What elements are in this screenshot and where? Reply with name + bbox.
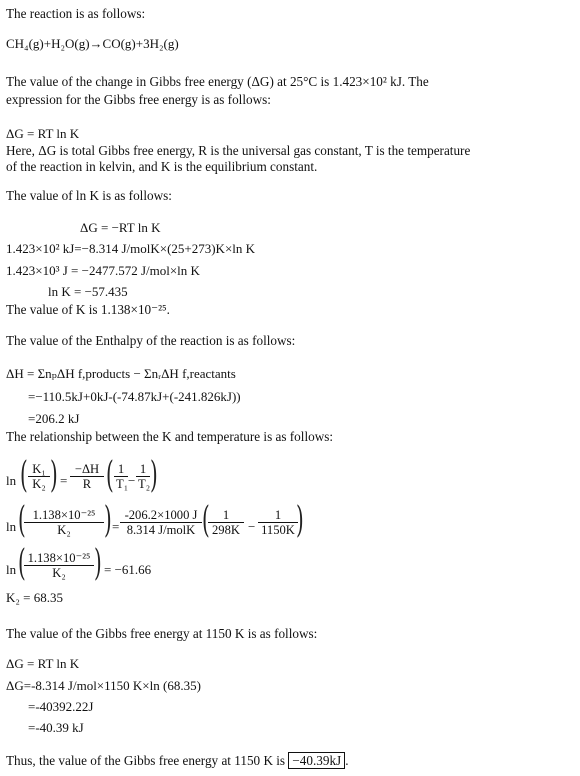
lnk-step2: 1.423×10² kJ=−8.314 J/molK×(25+273)K×ln K bbox=[6, 241, 256, 256]
lnk-step3: 1.423×10³ J = −2477.572 J/mol×ln K bbox=[6, 263, 200, 278]
gibbs-value-text-line1: The value of the change in Gibbs free energy (ΔG) at 25°C is 1.423×10² kJ. The bbox=[6, 74, 429, 89]
gibbs-equation: ΔG = RT ln K bbox=[6, 126, 80, 141]
final-answer-box: −40.39kJ bbox=[288, 752, 345, 769]
fraction-neg-dh-r: $\frac{-\Delta H}{R}$ bbox=[70, 462, 104, 491]
ln-label: ln bbox=[6, 562, 17, 577]
reaction-equation: CH₄(g)+H₂O(g)→CO(g)+3H₂(g) bbox=[6, 36, 179, 51]
here-text-line1: Here, ΔG is total Gibbs free energy, R is the universal gas constant, T is the temperature bbox=[6, 143, 471, 158]
enthalpy-step2: =−110.5kJ+0kJ-(-74.87kJ+(-241.826kJ)) bbox=[28, 389, 241, 404]
fraction-one-298k: $\frac{1}{298K}$ bbox=[208, 508, 244, 537]
gibbs-1150-step4: =-40.39 kJ bbox=[28, 720, 84, 735]
enthalpy-step3: =206.2 kJ bbox=[28, 411, 80, 426]
fraction-one-t2: $\frac{1}{\text{T₂}}$ bbox=[138, 462, 151, 491]
enthalpy-intro: The value of the Enthalpy of the reaction is as follows: bbox=[6, 333, 296, 348]
ln-label: ln bbox=[6, 473, 17, 488]
k2-value: K₂ = 68.35 bbox=[6, 590, 64, 605]
lnk-step1: ΔG = −RT ln K bbox=[80, 220, 161, 235]
fraction-one-1150k: $\frac{1}{1150K}$ bbox=[258, 508, 298, 537]
lnk-step4: ln K = −57.435 bbox=[48, 284, 128, 299]
intro-text: The reaction is as follows: bbox=[6, 6, 146, 21]
fraction-k1-k2: $\frac{\text{K₁}}{\text{K₂}}$ bbox=[28, 462, 50, 491]
gibbs-1150-step3: =-40392.22J bbox=[28, 699, 94, 714]
fraction-k-over-k2: $\frac{\text{1.138×10⁻²⁵}}{\text{K₂}}$ bbox=[24, 508, 104, 537]
fraction-dh-over-r: -206.2×1000 J 8.314 J/molK bbox=[120, 508, 202, 537]
gibbs-1150-intro: The value of the Gibbs free energy at 1150 K is as follows: bbox=[6, 626, 318, 641]
fraction-one-t1: $\frac{1}{\text{T₁}}$ bbox=[116, 462, 129, 491]
relation-intro: The relationship between the K and temperature is as follows: bbox=[6, 429, 334, 444]
ln-label: ln bbox=[6, 519, 17, 534]
enthalpy-step1: ΔH = ΣnₚΔH f,products − ΣnᵣΔH f,reactants bbox=[6, 366, 236, 381]
fraction-k-over-k2-final: $\frac{\text{1.138×10⁻²⁵}}{\text{K₂}}$ bbox=[24, 551, 94, 580]
gibbs-1150-step1: ΔG = RT ln K bbox=[6, 656, 80, 671]
final-answer-line: Thus, the value of the Gibbs free energy at 1150 K is −40.39kJ . bbox=[6, 753, 349, 768]
gibbs-1150-step2: ΔG=-8.314 J/mol×1150 K×ln (68.35) bbox=[6, 678, 201, 693]
relation-result: = −61.66 bbox=[104, 562, 152, 577]
lnk-intro: The value of ln K is as follows: bbox=[6, 188, 172, 203]
gibbs-value-text-line2: expression for the Gibbs free energy is as follows: bbox=[6, 92, 271, 107]
k-value: The value of K is 1.138×10⁻²⁵. bbox=[6, 302, 170, 317]
here-text-line2: of the reaction in kelvin, and K is the equilibrium constant. bbox=[6, 159, 318, 174]
